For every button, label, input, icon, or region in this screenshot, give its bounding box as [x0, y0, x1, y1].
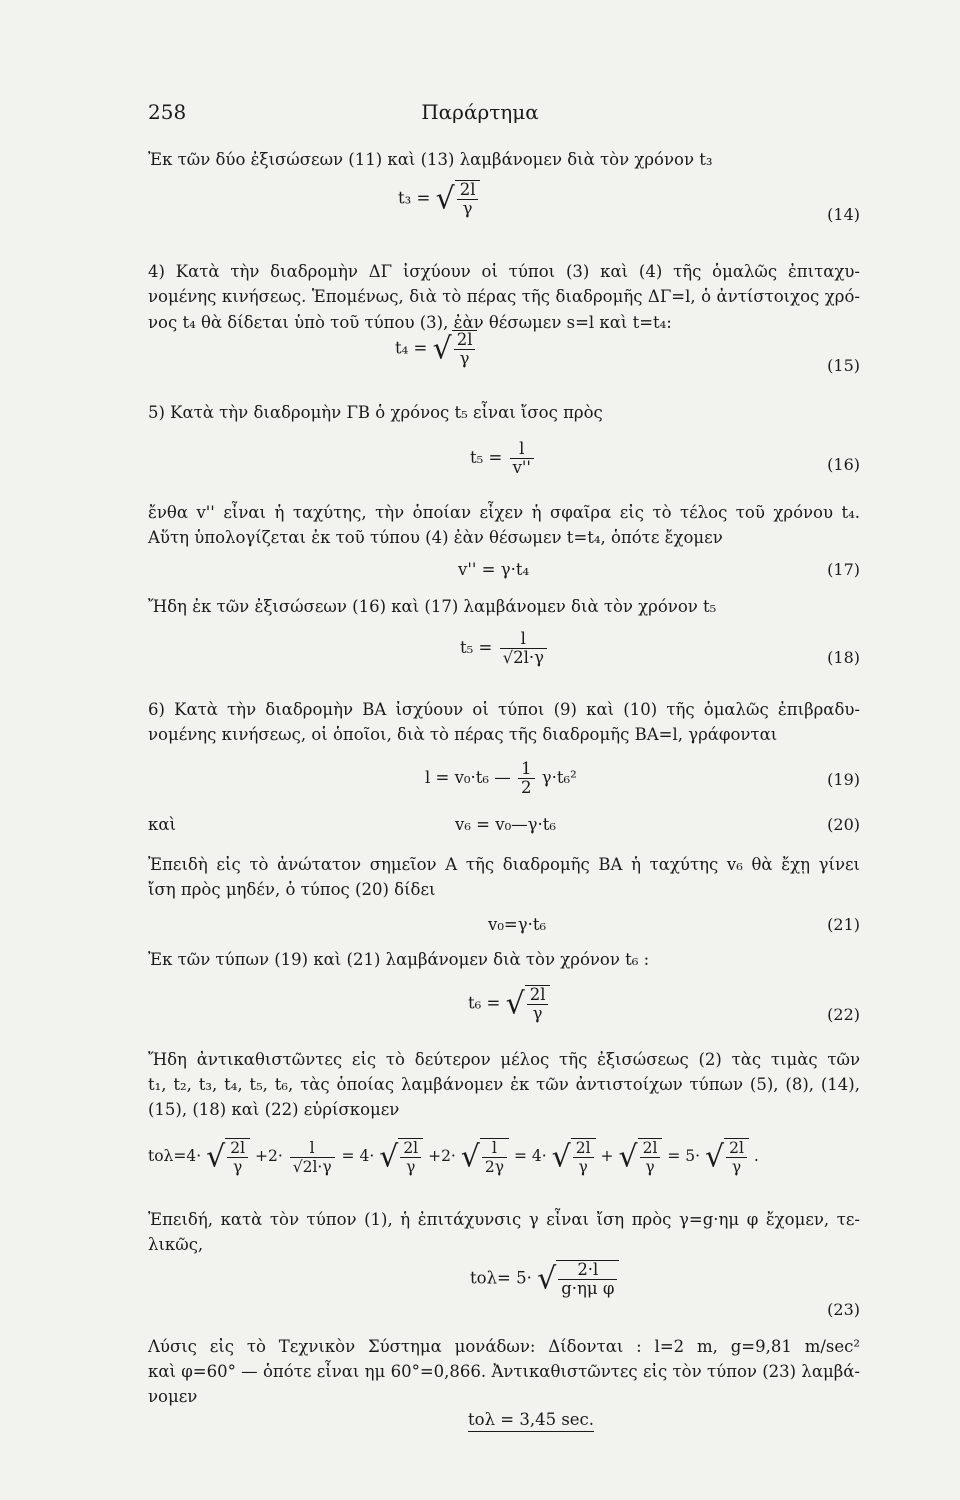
- equation-21: v₀=γ·t₆: [488, 915, 547, 934]
- text-line: λικῶς,: [148, 1235, 204, 1254]
- text-line: Ἐπειδή, κατὰ τὸν τύπον (1), ἡ ἐπιτάχυνσις γ εἶναι ἴση πρὸς γ=g·ημ φ ἔχομεν, τε-: [148, 1210, 860, 1229]
- text-line: Ἤδη ἀντικαθιστῶντες εἰς τὸ δεύτερον μέλος τῆς ἐξισώσεως (2) τὰς τιμὰς τῶν: [148, 1050, 860, 1069]
- text-line: 5) Κατὰ τὴν διαδρομὴν ΓΒ ὁ χρόνος t₅ εἶναι ἴσος πρὸς: [148, 403, 603, 422]
- equation-19: l = v₀·t₆ — $\frac{1}{2}$ γ·t₆²: [425, 759, 577, 797]
- running-title: Παράρτημα: [421, 100, 539, 124]
- text-line: Ἐπειδὴ εἰς τὸ ἀνώτατον σημεῖον Α τῆς διαδρομῆς ΒΑ ἡ ταχύτης v₆ θὰ ἔχῃ γίνει: [148, 855, 860, 874]
- equation-22: t₆ = √ $\frac{2l}{\gamma}$: [468, 985, 550, 1023]
- text-line: (15), (18) καὶ (22) εὑρίσκομεν: [148, 1100, 400, 1119]
- equation-16: t₅ = $\frac{l}{v''}$: [470, 440, 536, 477]
- text-line: ἴση πρὸς μηδέν, ὁ τύπος (20) δίδει: [148, 880, 436, 899]
- text-line: 4) Κατὰ τὴν διαδρομὴν ΔΓ ἰσχύουν οἱ τύποι (3) καὶ (4) τῆς ὁμαλῶς ἐπιταχυ-: [148, 262, 860, 281]
- text-line: Αὕτη ὑπολογίζεται ἐκ τοῦ τύπου (4) ἐὰν θέσωμεν t=t₄, ὁπότε ἔχομεν: [148, 528, 723, 547]
- equation-number: (17): [827, 560, 860, 579]
- text-line: καὶ φ=60° — ὁπότε εἶναι ημ 60°=0,866. Ἀντικαθιστῶντες εἰς τὸν τύπον (23) λαμβά-: [148, 1362, 860, 1381]
- text-line: Ἐκ τῶν δύο ἐξισώσεων (11) καὶ (13) λαμβάνομεν διὰ τὸν χρόνον t₃: [148, 150, 713, 169]
- text-line: Ἤδη ἐκ τῶν ἐξισώσεων (16) καὶ (17) λαμβάνομεν διὰ τὸν χρόνον t₅: [148, 597, 717, 616]
- text-line: νομένης κινήσεως. Ἑπομένως, διὰ τὸ πέρας τῆς διαδρομῆς ΔΓ=l, ὁ ἀντίστοιχος χρό-: [148, 287, 860, 306]
- equation-number: (19): [827, 770, 860, 789]
- page-number: 258: [148, 100, 187, 124]
- text-line: νομένης κινήσεως, οἱ ὁποῖοι, διὰ τὸ πέρας τῆς διαδρομῆς ΒΑ=l, γράφονται: [148, 725, 778, 744]
- text-line: 6) Κατὰ τὴν διαδρομὴν ΒΑ ἰσχύουν οἱ τύποι (9) καὶ (10) τῆς ὁμαλῶς ἐπιβραδυ-: [148, 700, 860, 719]
- text-line: καὶ: [148, 815, 176, 834]
- equation-number: (18): [827, 648, 860, 667]
- final-result: tολ = 3,45 sec.: [468, 1410, 594, 1429]
- equation-number: (21): [827, 915, 860, 934]
- equation-15: t₄ = √ $\frac{2l}{\gamma}$: [395, 330, 477, 368]
- equation-14: t₃ = √ $\frac{2l}{\gamma}$: [398, 180, 480, 218]
- text-line: Ἐκ τῶν τύπων (19) καὶ (21) λαμβάνομεν διὰ τὸν χρόνον t₆ :: [148, 950, 650, 969]
- equation-18: t₅ = $\frac{l}{√2l\cdot\gamma}$: [460, 630, 549, 667]
- text-line: ἔνθα v'' εἶναι ἡ ταχύτης, τὴν ὁποίαν εἶχεν ἡ σφαῖρα εἰς τὸ τέλος τοῦ χρόνου t₄.: [148, 503, 860, 522]
- equation-number: (20): [827, 815, 860, 834]
- text-line: νος t₄ θὰ δίδεται ὑπὸ τοῦ τύπου (3), ἐὰν θέσωμεν s=l καὶ t=t₄:: [148, 313, 672, 332]
- equation-number: (22): [827, 1005, 860, 1024]
- text-line: t₁, t₂, t₃, t₄, t₅, t₆, τὰς ὁποίας λαμβάνομεν ἐκ τῶν ἀντιστοίχων τύπων (5), (8), (14),: [148, 1075, 860, 1094]
- equation-23: tολ= 5· √ $\frac{2\cdot l}{\text{g·ημ φ}}$: [470, 1260, 619, 1298]
- equation-total-time: tολ=4· √ $\frac{2l}{\gamma}$ +2· $\frac{l}{√2l\cdot\gamma}$ = 4· √ $\frac{2l}{\gamma}$ +2· √ $\frac{l}{2\gamma}$ = 4· √ $\frac{2l}{\gamma}$ + √ $\frac{2l}{\gamma}$ = 5· √ $\frac{2l}{\gamma}$ .: [148, 1138, 759, 1176]
- text-line: Λύσις εἰς τὸ Τεχνικὸν Σύστημα μονάδων: Δίδονται : l=2 m, g=9,81 m/sec²: [148, 1337, 860, 1356]
- equation-number: (15): [827, 356, 860, 375]
- equation-number: (16): [827, 455, 860, 474]
- equation-number: (23): [827, 1300, 860, 1319]
- text-line: νομεν: [148, 1387, 198, 1406]
- equation-17: v'' = γ·t₄: [458, 560, 530, 579]
- equation-20: v₆ = v₀—γ·t₆: [455, 815, 557, 834]
- equation-number: (14): [827, 205, 860, 224]
